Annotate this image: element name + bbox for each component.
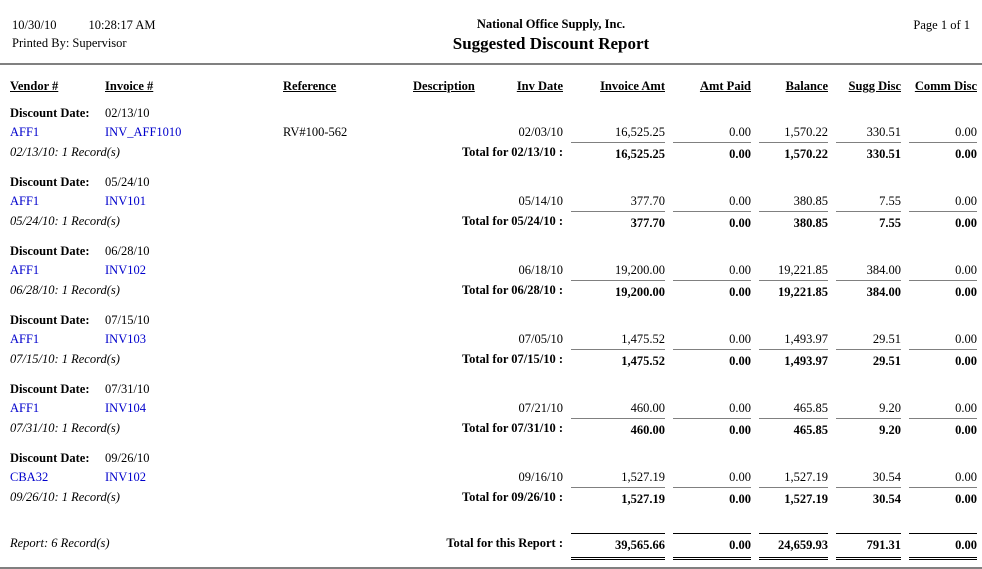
invoice-amt-cell: 1,527.19 (621, 470, 665, 484)
vendor-link[interactable]: AFF1 (10, 263, 40, 277)
total-label: Total for 06/28/10 : (461, 283, 563, 297)
total-sugg-disc: 9.20 (828, 418, 901, 440)
group-section (0, 104, 982, 164)
discount-date-label: Discount Date: (10, 106, 90, 120)
group-section (0, 173, 982, 233)
inv-date-cell: 05/14/10 (518, 194, 563, 208)
description-cell (413, 261, 508, 279)
reference-cell (283, 468, 413, 486)
invoice-link[interactable]: INV102 (105, 470, 146, 484)
total-sugg-disc: 330.51 (828, 142, 901, 164)
detail-row (0, 123, 982, 141)
comm-disc-cell: 0.00 (955, 470, 977, 484)
record-count: 09/26/10: 1 Record(s) (10, 490, 120, 504)
group-total-row (0, 349, 982, 371)
printed-by: Printed By: Supervisor (12, 36, 127, 50)
detail-row (0, 468, 982, 486)
total-label: Total for 02/13/10 : (461, 145, 563, 159)
total-invoice-amt: 19,200.00 (563, 280, 665, 302)
invoice-amt-cell: 16,525.25 (615, 125, 665, 139)
group-section (0, 380, 982, 440)
total-invoice-amt: 1,475.52 (563, 349, 665, 371)
group-section (0, 449, 982, 509)
vendor-link[interactable]: AFF1 (10, 401, 40, 415)
page-number: Page 1 of 1 (913, 18, 970, 32)
amt-paid-cell: 0.00 (729, 125, 751, 139)
report-title: Suggested Discount Report (452, 34, 650, 53)
print-time: 10:28:17 AM (88, 18, 156, 32)
reference-cell (283, 330, 413, 348)
sugg-disc-cell: 7.55 (879, 194, 901, 208)
sugg-disc-cell: 9.20 (879, 401, 901, 415)
invoice-amt-cell: 19,200.00 (615, 263, 665, 277)
discount-date-label: Discount Date: (10, 175, 90, 189)
discount-date-value: 07/31/10 (105, 382, 150, 396)
total-balance: 19,221.85 (751, 280, 828, 302)
reference-cell: RV#100-562 (283, 125, 348, 139)
detail-row (0, 330, 982, 348)
record-count: 07/31/10: 1 Record(s) (10, 421, 120, 435)
report-total-label: Total for this Report : (446, 536, 563, 550)
total-label: Total for 07/31/10 : (461, 421, 563, 435)
invoice-link[interactable]: INV104 (105, 401, 146, 415)
detail-row (0, 192, 982, 210)
total-balance: 1,570.22 (751, 142, 828, 164)
total-invoice-amt: 1,527.19 (563, 487, 665, 509)
balance-cell: 1,493.97 (784, 332, 828, 346)
column-header-description: Description (413, 79, 475, 93)
total-amt-paid: 0.00 (665, 142, 751, 164)
invoice-amt-cell: 460.00 (630, 401, 665, 415)
record-count: 06/28/10: 1 Record(s) (10, 283, 120, 297)
amt-paid-cell: 0.00 (729, 194, 751, 208)
total-sugg-disc: 384.00 (828, 280, 901, 302)
comm-disc-cell: 0.00 (955, 125, 977, 139)
invoice-amt-cell: 377.70 (630, 194, 665, 208)
group-total-row (0, 280, 982, 302)
record-count: 05/24/10: 1 Record(s) (10, 214, 120, 228)
vendor-link[interactable]: AFF1 (10, 194, 40, 208)
page-header (0, 0, 982, 56)
total-sugg-disc: 30.54 (828, 487, 901, 509)
discount-date-label: Discount Date: (10, 451, 90, 465)
column-header-invoice-amt: Invoice Amt (600, 79, 665, 93)
discount-date-label: Discount Date: (10, 382, 90, 396)
discount-date-label: Discount Date: (10, 244, 90, 258)
inv-date-cell: 02/03/10 (518, 125, 563, 139)
discount-date-label: Discount Date: (10, 313, 90, 327)
comm-disc-cell: 0.00 (955, 332, 977, 346)
column-header-inv-date: Inv Date (516, 79, 563, 93)
column-header-comm-disc: Comm Disc (914, 79, 977, 93)
balance-cell: 380.85 (793, 194, 828, 208)
inv-date-cell: 07/21/10 (518, 401, 563, 415)
report-total-comm-disc: 0.00 (901, 533, 977, 560)
total-invoice-amt: 460.00 (563, 418, 665, 440)
description-cell (413, 330, 508, 348)
reference-cell (283, 192, 413, 210)
balance-cell: 1,570.22 (784, 125, 828, 139)
group-total-row (0, 142, 982, 164)
discount-date-value: 07/15/10 (105, 313, 150, 327)
invoice-link[interactable]: INV103 (105, 332, 146, 346)
column-header-sugg-disc: Sugg Disc (848, 79, 901, 93)
discount-date-value: 09/26/10 (105, 451, 150, 465)
record-count: 02/13/10: 1 Record(s) (10, 145, 120, 159)
header-rule (0, 63, 982, 65)
total-comm-disc: 0.00 (901, 211, 977, 233)
total-amt-paid: 0.00 (665, 349, 751, 371)
column-header-row (0, 77, 982, 95)
print-date: 10/30/10 (12, 18, 57, 32)
group-section (0, 311, 982, 371)
total-amt-paid: 0.00 (665, 280, 751, 302)
description-cell (413, 123, 508, 141)
total-label: Total for 07/15/10 : (461, 352, 563, 366)
discount-date-value: 05/24/10 (105, 175, 150, 189)
reference-cell (283, 399, 413, 417)
total-comm-disc: 0.00 (901, 142, 977, 164)
total-label: Total for 05/24/10 : (461, 214, 563, 228)
sugg-disc-cell: 384.00 (866, 263, 901, 277)
balance-cell: 465.85 (793, 401, 828, 415)
comm-disc-cell: 0.00 (955, 263, 977, 277)
group-section (0, 242, 982, 302)
inv-date-cell: 06/18/10 (518, 263, 563, 277)
column-header-balance: Balance (785, 79, 828, 93)
total-amt-paid: 0.00 (665, 418, 751, 440)
group-total-row (0, 211, 982, 233)
amt-paid-cell: 0.00 (729, 332, 751, 346)
invoice-link[interactable]: INV102 (105, 263, 146, 277)
invoice-amt-cell: 1,475.52 (621, 332, 665, 346)
amt-paid-cell: 0.00 (729, 470, 751, 484)
company-name: National Office Supply, Inc. (476, 17, 626, 31)
group-total-row (0, 487, 982, 509)
inv-date-cell: 09/16/10 (518, 470, 563, 484)
description-cell (413, 399, 508, 417)
sugg-disc-cell: 29.51 (872, 332, 901, 346)
amt-paid-cell: 0.00 (729, 401, 751, 415)
invoice-link[interactable]: INV101 (105, 194, 146, 208)
inv-date-cell: 07/05/10 (518, 332, 563, 346)
vendor-link[interactable]: AFF1 (10, 125, 40, 139)
vendor-link[interactable]: AFF1 (10, 332, 40, 346)
column-header-reference: Reference (283, 79, 337, 93)
total-comm-disc: 0.00 (901, 418, 977, 440)
description-cell (413, 468, 508, 486)
total-amt-paid: 0.00 (665, 211, 751, 233)
amt-paid-cell: 0.00 (729, 263, 751, 277)
vendor-link[interactable]: CBA32 (10, 470, 49, 484)
record-count: 07/15/10: 1 Record(s) (10, 352, 120, 366)
balance-cell: 1,527.19 (784, 470, 828, 484)
sugg-disc-cell: 30.54 (872, 470, 901, 484)
column-header-invoice: Invoice # (105, 79, 154, 93)
total-sugg-disc: 29.51 (828, 349, 901, 371)
comm-disc-cell: 0.00 (955, 401, 977, 415)
report-total-balance: 24,659.93 (751, 533, 828, 560)
comm-disc-cell: 0.00 (955, 194, 977, 208)
report-total-invoice-amt: 39,565.66 (563, 533, 665, 560)
detail-row (0, 261, 982, 279)
discount-date-value: 06/28/10 (105, 244, 150, 258)
group-total-row (0, 418, 982, 440)
column-header-vendor: Vendor # (10, 79, 59, 93)
column-header-amt-paid: Amt Paid (699, 79, 751, 93)
total-balance: 380.85 (751, 211, 828, 233)
sugg-disc-cell: 330.51 (866, 125, 901, 139)
report-record-count: Report: 6 Record(s) (10, 536, 110, 550)
total-balance: 465.85 (751, 418, 828, 440)
report-total-amt-paid: 0.00 (665, 533, 751, 560)
total-sugg-disc: 7.55 (828, 211, 901, 233)
total-invoice-amt: 16,525.25 (563, 142, 665, 164)
total-invoice-amt: 377.70 (563, 211, 665, 233)
total-amt-paid: 0.00 (665, 487, 751, 509)
reference-cell (283, 261, 413, 279)
discount-date-value: 02/13/10 (105, 106, 150, 120)
total-comm-disc: 0.00 (901, 349, 977, 371)
description-cell (413, 192, 508, 210)
total-comm-disc: 0.00 (901, 280, 977, 302)
total-balance: 1,493.97 (751, 349, 828, 371)
balance-cell: 19,221.85 (778, 263, 828, 277)
total-comm-disc: 0.00 (901, 487, 977, 509)
total-balance: 1,527.19 (751, 487, 828, 509)
invoice-link[interactable]: INV_AFF1010 (105, 125, 182, 139)
report-total-sugg-disc: 791.31 (828, 533, 901, 560)
total-label: Total for 09/26/10 : (461, 490, 563, 504)
detail-row (0, 399, 982, 417)
